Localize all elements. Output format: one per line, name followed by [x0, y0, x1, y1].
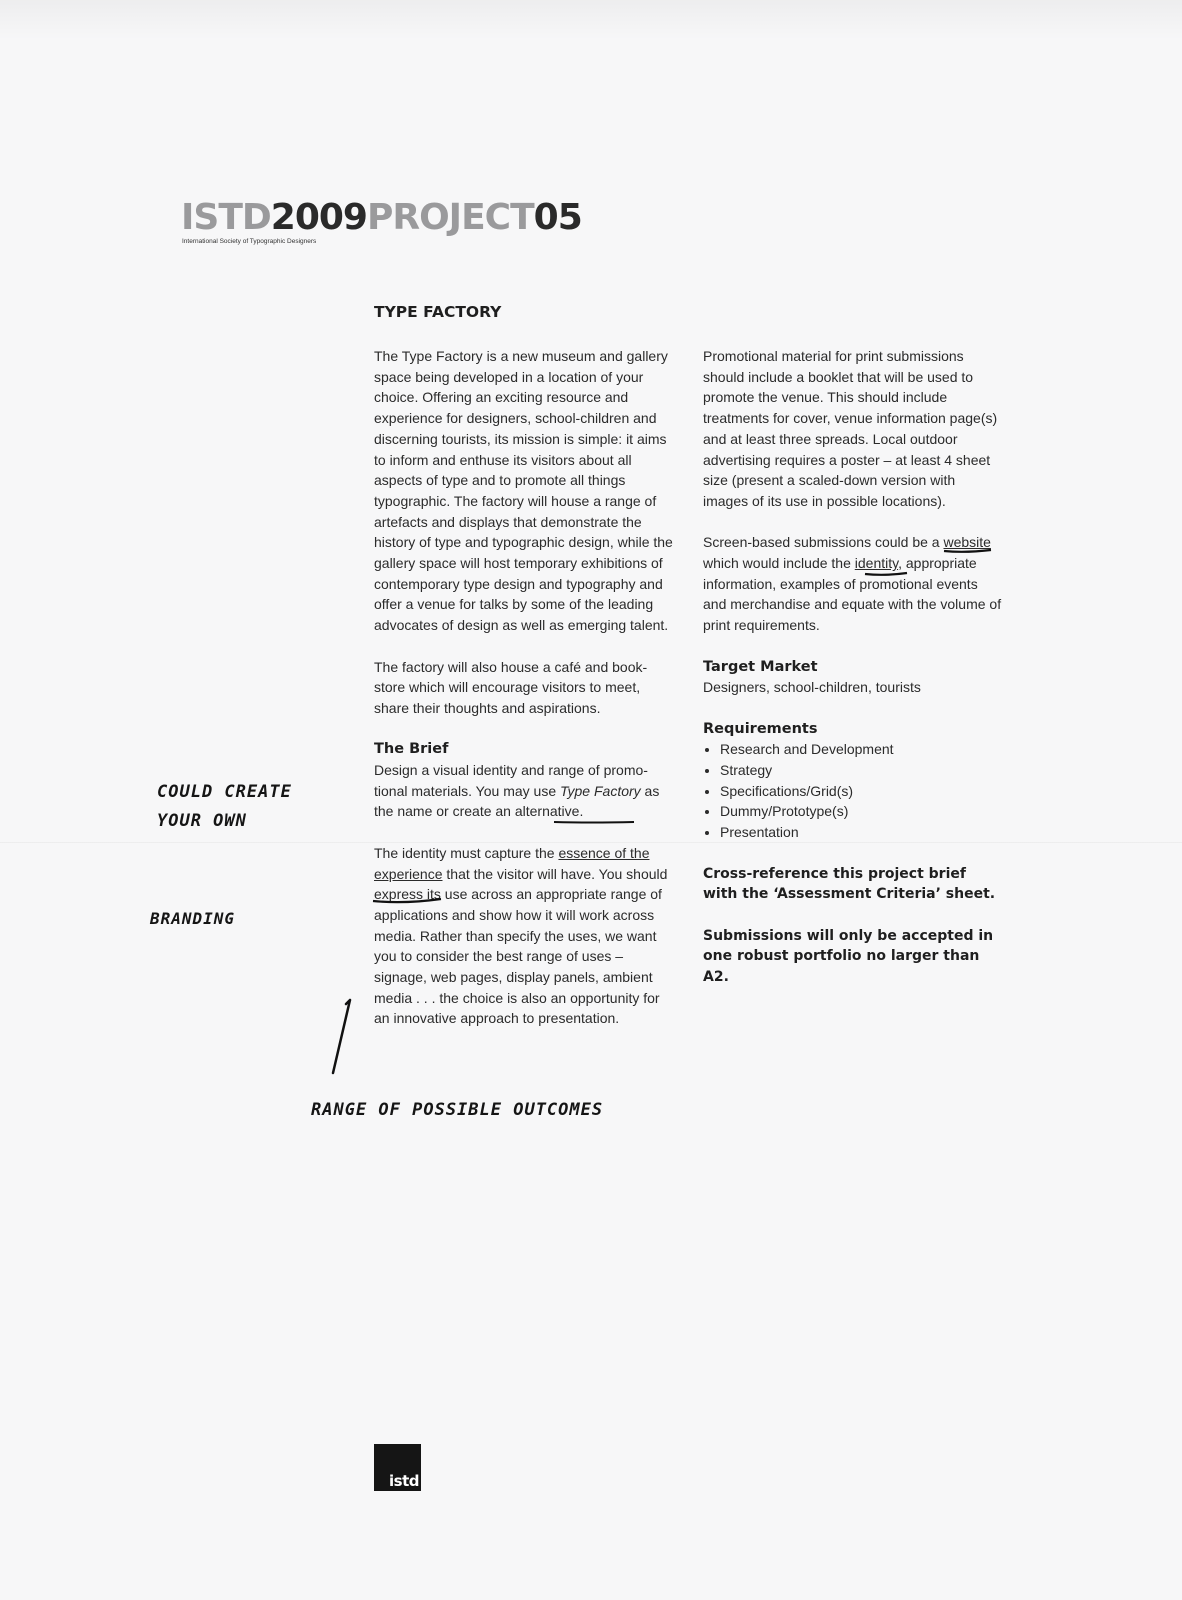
identity-underlined: identity — [854, 555, 899, 572]
masthead-number: 05 — [533, 197, 582, 238]
handwritten-note-branding: BRANDING — [150, 909, 236, 928]
essence-underlined: essence of the experience — [374, 844, 650, 882]
list-item: • Specifications/Grid(s) — [720, 781, 1003, 802]
masthead-project: PROJECT — [366, 197, 534, 238]
target-market-text: Designers, school-children, tourists — [703, 679, 921, 696]
brief-paragraph: Design a visual identity and range of promo-tional materials. You may use Type Factory as the name or create an alternative. — [374, 762, 660, 820]
brief-heading: The Brief — [374, 741, 449, 758]
masthead-istd: ISTD — [181, 197, 271, 238]
identity-paragraph: The identity must capture the essence of the experience that the visitor will have. You should express its use across an appropriate range of applications and show how it will work across media. Rather than specify the uses, we want you to consider the best range of uses – signage, web pages, display panels, ambient media . . . the choice is also an opportunity for an innovative approach to presentation. — [374, 844, 668, 1027]
cross-reference-note: Cross-reference this project brief with the ‘Assessment Criteria’ sheet. — [703, 865, 996, 903]
handwritten-note-could-create: COULD CREATE — [157, 782, 292, 802]
website-underlined: website — [943, 534, 991, 551]
intro-paragraph: The Type Factory is a new museum and gallery space being developed in a location of your choice. Offering an exciting resource and experience for designers, school-children and discerning tourists, its mission is simple: it aims to inform and enthuse its visitors about all aspects of type and to promote all things typographic. The factory will house a range of artefacts and displays that demonstrate the history of type and typographic design, while the gallery space will host temporary exhibitions of contemporary type design and typography and offer a venue for talks by some of the leading advocates of design as well as emerging talent. — [374, 348, 673, 634]
masthead-year: 2009 — [270, 197, 367, 238]
print-paragraph: Promotional material for print submissions should include a booklet that will be used to promote the venue. This should include treatments for cover, venue information page(s) and at least three spreads. Local outdoor advertising requires a poster – at least 4 sheet size (present a scaled-down version with images of its use in possible locations). — [703, 348, 998, 509]
screen-paragraph: Screen-based submissions could be a website which would include the identity, appropriate information, examples of promotional events and merchandise and equate with the volume of print requirements. — [703, 534, 1002, 634]
handwritten-note-range-of-outcomes: RANGE OF POSSIBLE OUTCOMES — [311, 1100, 604, 1120]
pen-underline-type-factory — [554, 822, 634, 823]
cafe-paragraph: The factory will also house a café and book-store which will encourage visitors to meet, share their thoughts and aspirations. — [374, 658, 648, 716]
handwritten-note-your-own: YOUR OWN — [157, 811, 247, 831]
pen-underline-website — [944, 550, 991, 552]
list-item: • Dummy/Prototype(s) — [720, 801, 1003, 822]
list-item: • Presentation — [720, 822, 1003, 843]
list-item: • Research and Development — [720, 739, 1003, 760]
pen-bracket-stroke — [333, 1000, 350, 1073]
istd-logo-text: istd — [389, 1472, 419, 1490]
pen-underline-identity — [865, 573, 907, 575]
pen-underline-experience — [373, 899, 441, 902]
istd-logo — [374, 1444, 421, 1491]
masthead-subline: International Society of Typographic Designers — [182, 238, 317, 245]
submissions-note: Submissions will only be accepted in one robust portfolio no larger than A2. — [703, 927, 994, 986]
type-factory-emphasis: Type Factory — [560, 782, 641, 799]
list-item: • Strategy — [720, 760, 1003, 781]
document-title: TYPE FACTORY — [374, 303, 502, 321]
target-market-heading: Target Market — [703, 658, 818, 675]
requirements-heading: Requirements — [703, 720, 818, 737]
